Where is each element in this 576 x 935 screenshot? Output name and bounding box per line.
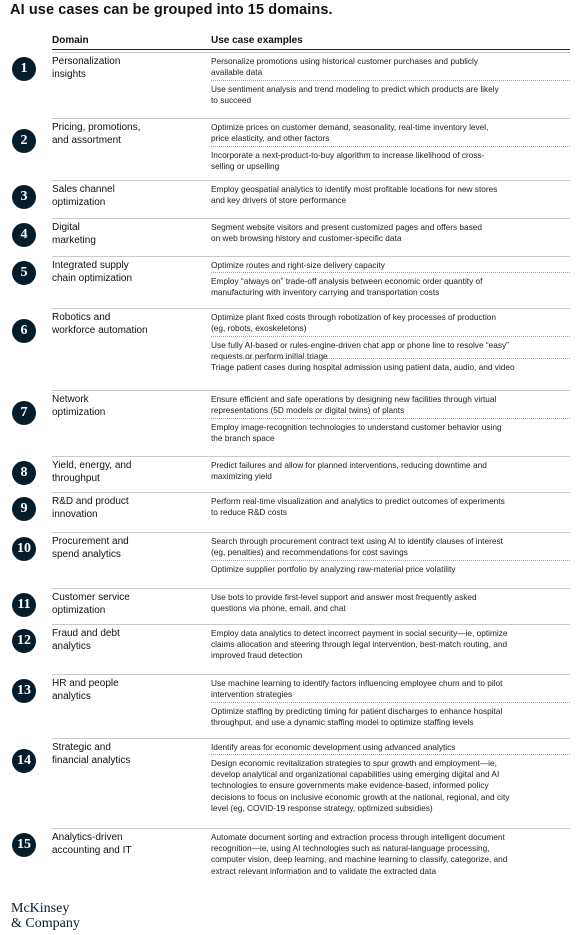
number-badge: 9 [12,497,36,521]
use-case-text: Use fully AI-based or rules-engine-driven chat app or phone line to resolve “easy” requests or perform initial triage [211,340,509,362]
number-badge: 2 [12,129,36,153]
page-title: AI use cases can be grouped into 15 domains. [10,2,333,18]
use-case-text: Search through procurement contract text using AI to identify clauses of interest (eg, penalties) and recommendations for cost savings [211,536,503,558]
number-badge: 14 [12,749,36,773]
domain-label: Fraud and debt analytics [52,628,120,652]
row-divider [52,180,570,181]
number-badge: 10 [12,537,36,561]
use-case-separator [211,358,570,359]
number-badge: 7 [12,401,36,425]
row-divider [52,52,570,53]
use-case-text: Triage patient cases during hospital admission using patient data, audio, and video [211,362,515,372]
use-case-separator [211,146,570,147]
use-case-text: Use machine learning to identify factors influencing employee churn and to pilot intervention strategies [211,678,503,700]
use-case-separator [211,80,570,81]
use-case-separator [211,560,570,561]
mckinsey-logo: McKinsey & Company [11,901,80,931]
number-badge: 15 [12,833,36,857]
number-badge: 11 [12,593,36,617]
use-case-text: Employ data analytics to detect incorrect payment in social security—ie, optimize claims allocation and steering through legal intervention, best-match routing, and improved fraud detection [211,628,508,661]
use-case-column-header: Use case examples [211,35,303,46]
domain-label: Personalization insights [52,56,121,80]
row-divider [52,532,570,533]
use-case-text: Optimize prices on customer demand, seasonality, real-time inventory level, price elasticity, and other factors [211,122,489,144]
use-case-text: Incorporate a next-product-to-buy algorithm to increase likelihood of cross- selling or upselling [211,150,485,172]
number-badge: 12 [12,629,36,653]
row-divider [52,390,570,391]
use-case-text: Personalize promotions using historical customer purchases and publicly available data [211,56,479,78]
header-divider [52,49,570,50]
use-case-text: Optimize plant fixed costs through robotization of key processes of production (eg, robots, exoskeletons) [211,312,497,334]
use-case-text: Perform real-time visualization and analytics to predict outcomes of experiments to reduce R&D costs [211,496,505,518]
row-divider [52,256,570,257]
use-case-separator [211,754,570,755]
use-case-text: Employ geospatial analytics to identify most profitable locations for new stores and key drivers of store performance [211,184,498,206]
use-case-text: Segment website visitors and present customized pages and offers based on web browsing history and customer-specific data [211,222,483,244]
row-divider [52,828,570,829]
domain-column-header: Domain [52,35,89,46]
domain-label: HR and people analytics [52,678,119,702]
row-divider [52,738,570,739]
use-case-text: Ensure efficient and safe operations by designing new facilities through virtual representations (5D models or digital twins) of plants [211,394,497,416]
domain-label: Sales channel optimization [52,184,115,208]
number-badge: 13 [12,679,36,703]
use-case-separator [211,272,570,273]
domain-label: Strategic and financial analytics [52,742,131,766]
domain-label: Analytics-driven accounting and IT [52,832,132,856]
domain-label: Pricing, promotions, and assortment [52,122,141,146]
row-divider [52,674,570,675]
number-badge: 3 [12,185,36,209]
use-case-separator [211,702,570,703]
use-case-text: Use sentiment analysis and trend modeling to predict which products are likely to succeed [211,84,499,106]
use-case-text: Optimize supplier portfolio by analyzing raw-material price volatility [211,564,456,574]
row-divider [52,588,570,589]
number-badge: 8 [12,461,36,485]
domain-label: Procurement and spend analytics [52,536,129,560]
number-badge: 6 [12,319,36,343]
use-case-text: Predict failures and allow for planned interventions, reducing downtime and maximizing yield [211,460,487,482]
use-case-text: Employ “always on” trade-off analysis between economic order quantity of manufacturing with inventory carrying and transportation costs [211,276,483,298]
use-case-text: Optimize routes and right-size delivery capacity [211,260,385,270]
row-divider [52,308,570,309]
use-case-text: Automate document sorting and extraction process through intelligent document recognition—ie, using AI technologies such as natural-language processing, computer vision, deep learning, and machine learning to classify, categorize, and extract relevant information and to validate the extracted data [211,832,508,876]
use-case-text: Identify areas for economic development using advanced analytics [211,742,456,752]
domain-label: Robotics and workforce automation [52,312,148,336]
use-case-separator [211,336,570,337]
number-badge: 1 [12,57,36,81]
row-divider [52,624,570,625]
use-case-text: Design economic revitalization strategies to spur growth and employment—ie, develop analytical and organizational capabilities using emerging digital and AI technologies to ensure governments make evidence-based, informed policy decisions to focus on inclusive economic growth at the national, regional, and city level (eg, COVID-19 response strategy, optimized subsidies) [211,758,510,813]
number-badge: 5 [12,261,36,285]
use-case-text: Use bots to provide first-level support and answer most frequently asked questions via phone, email, and chat [211,592,477,614]
domain-label: Digital marketing [52,222,96,246]
domain-label: Yield, energy, and throughput [52,460,132,484]
row-divider [52,118,570,119]
row-divider [52,456,570,457]
domain-label: Customer service optimization [52,592,130,616]
row-divider [52,218,570,219]
use-case-text: Optimize staffing by predicting timing for patient discharges to enhance hospital throughput, and use a dynamic staffing model to optimize staffing levels [211,706,503,728]
domain-label: Integrated supply chain optimization [52,260,133,284]
use-case-text: Employ image-recognition technologies to understand customer behavior using the branch space [211,422,502,444]
number-badge: 4 [12,223,36,247]
use-case-separator [211,418,570,419]
domain-label: R&D and product innovation [52,496,129,520]
domain-label: Network optimization [52,394,106,418]
row-divider [52,492,570,493]
